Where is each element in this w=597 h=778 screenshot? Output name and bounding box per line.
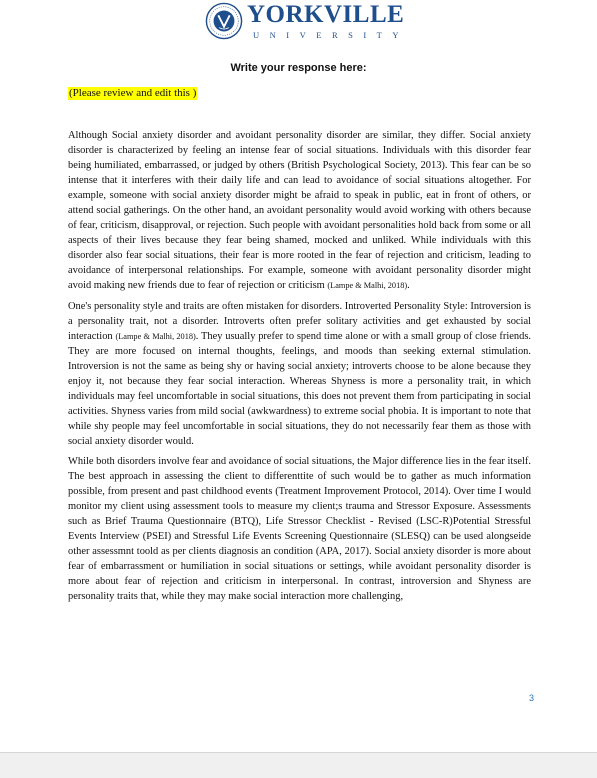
citation: (Lampe & Malhi, 2018) [327, 281, 408, 291]
response-heading: Write your response here: [230, 62, 367, 74]
response-body [68, 128, 531, 609]
paragraph-tail: . They usually prefer to spend time alone or with a small group of close friends. They are more focused on internal thoughts, feelings, and moods than seeking external stimulation. Introversion is not the same as being shy or having social anxiety; introverts choose to be alone because they enjoy it, not because they fear social interaction. Whereas Shyness is more a personality trait, in which individuals may feel uncomfortable in social situations, this does not prevent them from participating in social activities. Shyness varies from mild social (awkwardness) to extreme social phobia. It is important to note that while shy people may feel uncomfortable in social situations, they do not necessarily fear them as those with social anxiety disorder would. [68, 330, 532, 447]
paragraph-1 [68, 128, 531, 294]
university-logo [195, 0, 409, 44]
paragraph-3 [68, 454, 531, 604]
paragraph-text: One's personality style and traits are often mistaken for disorders. Introverted Personality Style: Introversion is a personality trait, not a disorder. Introverts often prefer solitary activities and get exhausted by social interaction [68, 300, 531, 342]
paragraph-text: While both disorders involve fear and avoidance of social situations, the Major difference lies in the fear itself. The best approach in assessing the client to differenttite of such would be to gather as much information possible, from present and past childhood events (Treatment Improvement Protocol, 2014). Over time I would monitor my client using assessment tools to measure my client;s trauma and Stressor Exposure. Assessments such as Brief Trauma Questionnaire (BTQ), Life Stressor Checklist - Revised (LSC-R)Potential Stressful Events Interview (PSEI) and Stressful Life Events Screening Questionnaire (SLESQ) can be used alongseide other assessmnt toold as per clients diagnosis an condition (APA, 2017). Social anxiety disorder is more about fear of embarrassment or humiliation in social situations or settings, while avoidant personality disorder is more about fear of rejection and criticism in interpersonal. In contrast, introversion and Shyness are personality traits that, while they may make social interaction more challenging, [68, 455, 531, 603]
logo-subtitle: UNIVERSITY [253, 30, 409, 40]
page-number: 3 [529, 693, 535, 703]
citation: (Lampe & Malhi, 2018) [115, 331, 196, 341]
paragraph-tail: . [407, 280, 410, 292]
paragraph-text: Although Social anxiety disorder and avoidant personality disorder are similar, they differ. Social anxiety disorder is characterized by feeling an intense fear of social situations. Individuals with this disorder fear being humiliated, embarrassed, or judged by others (British Psychological Society, 2013). This fear can be so intense that it interferes with their daily life and can lead to avoidance of social situations altogether. For example, someone with social anxiety disorder might be afraid to speak in public, eat in front of others, or attend social gatherings. On the other hand, an avoidant personality would avoid working with others because of fear, criticism, disapproval, or rejection. Such people with avoidant personalities hold back from some or all aspects of their lives because they fear being shamed, mocked and unliked. While individuals with this disorder also fear social situations, their fear is more rooted in the fear of rejection and criticism, leading to avoidance of interpersonal relationships. For example, someone with avoidant personality disorder might avoid making new friends due to fear of rejection or criticism [68, 130, 531, 292]
review-note-highlighted: (Please review and edit this ) [69, 87, 197, 99]
viewer-status-bar [0, 752, 597, 778]
university-seal-icon [205, 2, 243, 40]
paragraph-2 [68, 299, 531, 449]
logo-wordmark: YORKVILLE [247, 1, 405, 28]
